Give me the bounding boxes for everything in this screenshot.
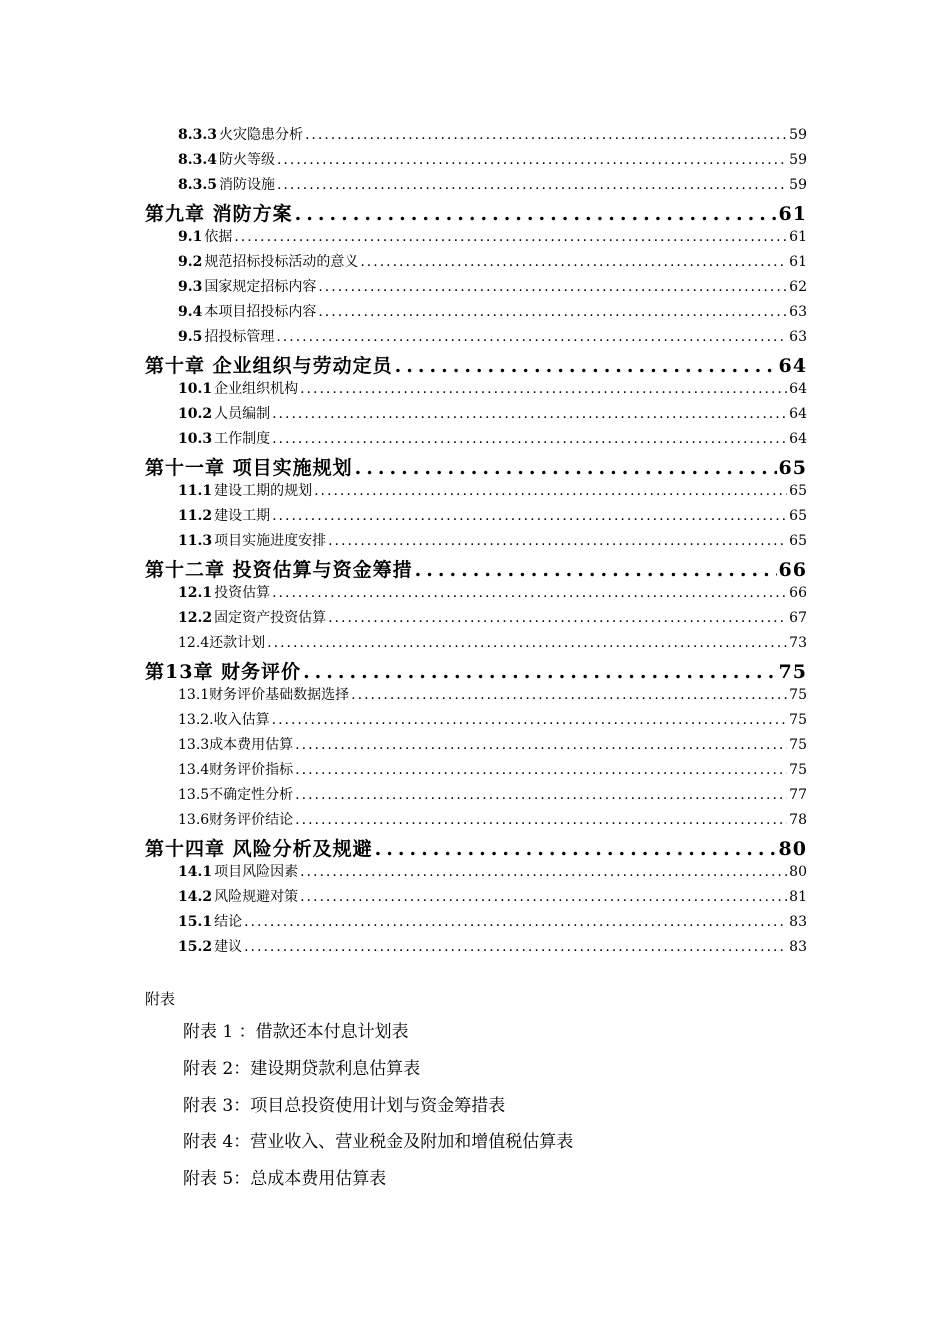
toc-leader-dots [276, 329, 787, 345]
toc-entry-number: 13.3 [178, 737, 210, 753]
toc-entry-title: 企业组织机构 [214, 381, 299, 397]
toc-entry-number: 15.1 [178, 914, 213, 930]
toc-leader-dots [267, 635, 787, 651]
toc-entry-title: 招投标管理 [204, 329, 275, 345]
toc-chapter-page: 64 [778, 355, 807, 377]
appendix-item[interactable]: 附表 2：建设期贷款利息估算表 [183, 1058, 421, 1079]
toc-entry-number: 15.2 [178, 939, 213, 955]
toc-entry-page: 61 [789, 229, 807, 245]
toc-chapter[interactable] [145, 199, 807, 226]
toc-chapter[interactable] [145, 657, 807, 684]
toc-entry-title: 规范招标投标活动的意义 [204, 254, 359, 270]
toc-leader-dots [355, 457, 777, 479]
toc-entry-number: 13.1 [178, 687, 210, 703]
toc-entry[interactable] [145, 936, 807, 961]
toc-entry-title: 还款计划 [209, 635, 266, 651]
toc-leader-dots [272, 431, 787, 447]
toc-leader-dots [351, 687, 787, 703]
toc-entry-page: 61 [789, 254, 807, 270]
toc-entry[interactable] [145, 582, 807, 607]
appendix-item[interactable]: 附表 3：项目总投资使用计划与资金筹措表 [183, 1095, 506, 1116]
toc-entry[interactable] [145, 301, 807, 326]
toc-entry-page: 83 [789, 914, 807, 930]
toc-chapter-page: 61 [778, 203, 807, 225]
toc-entry-number: 11.2 [178, 508, 213, 524]
toc-entry-number: 13.5 [178, 787, 210, 803]
toc-entry-page: 75 [789, 762, 807, 778]
toc-entry-number: 9.4 [178, 304, 203, 320]
toc-leader-dots [314, 483, 787, 499]
toc-chapter-title: 第十二章 投资估算与资金筹措 [145, 559, 413, 581]
toc-entry-number: 14.1 [178, 864, 213, 880]
appendix-heading: 附表 [145, 990, 176, 1008]
toc-entry-title: 不确定性分析 [209, 787, 294, 803]
toc-entry-page: 66 [789, 585, 807, 601]
toc-entry-title: 人员编制 [214, 406, 271, 422]
appendix-item[interactable]: 附表 5：总成本费用估算表 [183, 1169, 387, 1190]
toc-leader-dots [272, 585, 787, 601]
toc-entry-number: 9.1 [178, 229, 203, 245]
toc-leader-dots [277, 177, 787, 193]
toc-leader-dots [375, 838, 777, 860]
toc-entry-page: 64 [789, 431, 807, 447]
toc-entry-page: 83 [789, 939, 807, 955]
toc-entry[interactable] [145, 759, 807, 784]
toc-entry-title: 项目风险因素 [214, 864, 299, 880]
toc-leader-dots [295, 737, 787, 753]
toc-entry[interactable] [145, 326, 807, 351]
toc-entry-page: 81 [789, 889, 807, 905]
toc-entry-page: 65 [789, 533, 807, 549]
toc-entry-page: 59 [789, 127, 807, 143]
toc-entry[interactable] [145, 784, 807, 809]
toc-entry[interactable] [145, 505, 807, 530]
toc-entry-title: 项目实施进度安排 [214, 533, 327, 549]
toc-leader-dots [305, 127, 787, 143]
toc-entry-number: 12.4 [178, 635, 210, 651]
toc-entry-number: 12.2 [178, 610, 213, 626]
toc-entry-title: 本项目招投标内容 [204, 304, 317, 320]
toc-chapter[interactable] [145, 453, 807, 480]
toc-entry-title: 建设工期的规划 [214, 483, 313, 499]
toc-entry[interactable] [145, 403, 807, 428]
toc-entry[interactable] [145, 251, 807, 276]
toc-entry-number: 10.2 [178, 406, 213, 422]
toc-entry[interactable] [145, 709, 807, 734]
toc-entry-page: 75 [789, 737, 807, 753]
toc-leader-dots [277, 152, 787, 168]
toc-chapter-title: 第十四章 风险分析及规避 [145, 838, 373, 860]
toc-entry[interactable] [145, 276, 807, 301]
toc-entry[interactable] [145, 886, 807, 911]
toc-entry[interactable] [145, 861, 807, 886]
toc-entry-title: 结论 [214, 914, 243, 930]
toc-leader-dots [395, 355, 777, 377]
toc-leader-dots [318, 304, 787, 320]
toc-entry[interactable] [145, 911, 807, 936]
appendix-item[interactable]: 附表 4：营业收入、营业税金及附加和增值税估算表 [183, 1132, 574, 1153]
toc-chapter-title: 第十章 企业组织与劳动定员 [145, 355, 393, 377]
toc-chapter-title: 第13章 财务评价 [145, 661, 302, 683]
toc-chapter-title: 第九章 消防方案 [145, 203, 293, 225]
toc-leader-dots [295, 203, 777, 225]
toc-chapter-page: 66 [778, 559, 807, 581]
toc-leader-dots [272, 406, 787, 422]
toc-entry[interactable] [145, 480, 807, 505]
toc-entry-page: 65 [789, 508, 807, 524]
toc-entry-page: 75 [789, 687, 807, 703]
toc-entry-number: 9.3 [178, 279, 203, 295]
toc-leader-dots [328, 533, 787, 549]
toc-entry-page: 75 [789, 712, 807, 728]
toc-leader-dots [295, 812, 787, 828]
toc-entry-page: 65 [789, 483, 807, 499]
toc-entry-title: 固定资产投资估算 [214, 610, 327, 626]
toc-entry-title: 财务评价基础数据选择 [209, 687, 350, 703]
toc-entry[interactable] [145, 684, 807, 709]
toc-entry-page: 59 [789, 152, 807, 168]
toc-entry-number: 13.6 [178, 812, 210, 828]
toc-entry[interactable] [145, 607, 807, 632]
toc-entry-number: 11.1 [178, 483, 213, 499]
toc-entry[interactable] [145, 428, 807, 453]
appendix-item[interactable]: 附表 1 ：借款还本付息计划表 [183, 1022, 409, 1042]
toc-entry-page: 63 [789, 304, 807, 320]
toc-entry-title: 建设工期 [214, 508, 271, 524]
toc-entry-page: 63 [789, 329, 807, 345]
toc-entry-title: 投资估算 [214, 585, 271, 601]
toc-entry-title: 火灾隐患分析 [218, 127, 303, 143]
toc-entry-title: 依据 [204, 229, 233, 245]
toc-entry-title: 建议 [214, 939, 243, 955]
appendix-list [183, 1017, 573, 1201]
toc-entry-title: 国家规定招标内容 [204, 279, 317, 295]
toc-entry-title: 风险规避对策 [214, 889, 299, 905]
table-of-contents [145, 124, 807, 961]
toc-entry[interactable] [145, 378, 807, 403]
toc-chapter[interactable] [145, 834, 807, 861]
toc-entry-title: 消防设施 [218, 177, 275, 193]
toc-entry-number: 10.3 [178, 431, 213, 447]
toc-entry-title: 工作制度 [214, 431, 271, 447]
toc-chapter-page: 75 [778, 661, 807, 683]
toc-entry-number: 12.1 [178, 585, 213, 601]
toc-entry-page: 78 [789, 812, 807, 828]
toc-entry-page: 64 [789, 406, 807, 422]
toc-leader-dots [295, 762, 787, 778]
toc-entry[interactable] [145, 226, 807, 251]
toc-leader-dots [303, 661, 776, 683]
toc-entry-title: 财务评价结论 [209, 812, 294, 828]
toc-entry-page: 64 [789, 381, 807, 397]
toc-leader-dots [415, 559, 777, 581]
toc-entry[interactable] [145, 530, 807, 555]
toc-entry-number: 8.3.5 [178, 177, 217, 193]
toc-entry-number: 13.4 [178, 762, 210, 778]
toc-entry[interactable] [145, 632, 807, 657]
toc-entry-number: 10.1 [178, 381, 213, 397]
toc-leader-dots [272, 508, 787, 524]
toc-entry-number: 8.3.3 [178, 127, 217, 143]
toc-entry-number: 9.2 [178, 254, 203, 270]
toc-leader-dots [318, 279, 787, 295]
toc-entry-page: 73 [789, 635, 807, 651]
toc-entry-number: 13.2. [178, 712, 214, 728]
toc-entry[interactable] [145, 174, 807, 199]
toc-entry-number: 11.3 [178, 533, 213, 549]
toc-chapter[interactable] [145, 351, 807, 378]
toc-leader-dots [360, 254, 787, 270]
toc-leader-dots [244, 939, 787, 955]
toc-leader-dots [328, 610, 787, 626]
toc-chapter[interactable] [145, 555, 807, 582]
toc-leader-dots [300, 889, 787, 905]
toc-entry-title: 财务评价指标 [209, 762, 294, 778]
toc-entry-page: 77 [789, 787, 807, 803]
toc-entry[interactable] [145, 809, 807, 834]
toc-leader-dots [234, 229, 787, 245]
toc-chapter-page: 80 [778, 838, 807, 860]
toc-entry[interactable] [145, 734, 807, 759]
toc-entry-title: 收入估算 [213, 712, 270, 728]
toc-leader-dots [272, 712, 788, 728]
toc-leader-dots [300, 864, 787, 880]
toc-entry-number: 9.5 [178, 329, 203, 345]
toc-entry-page: 59 [789, 177, 807, 193]
toc-leader-dots [300, 381, 787, 397]
toc-entry-page: 67 [789, 610, 807, 626]
toc-entry[interactable] [145, 149, 807, 174]
toc-entry[interactable] [145, 124, 807, 149]
toc-entry-number: 14.2 [178, 889, 213, 905]
toc-entry-title: 成本费用估算 [209, 737, 294, 753]
toc-entry-page: 80 [789, 864, 807, 880]
toc-chapter-page: 65 [778, 457, 807, 479]
toc-entry-number: 8.3.4 [178, 152, 217, 168]
toc-leader-dots [295, 787, 787, 803]
toc-entry-title: 防火等级 [218, 152, 275, 168]
toc-leader-dots [244, 914, 787, 930]
toc-entry-page: 62 [789, 279, 807, 295]
toc-chapter-title: 第十一章 项目实施规划 [145, 457, 353, 479]
